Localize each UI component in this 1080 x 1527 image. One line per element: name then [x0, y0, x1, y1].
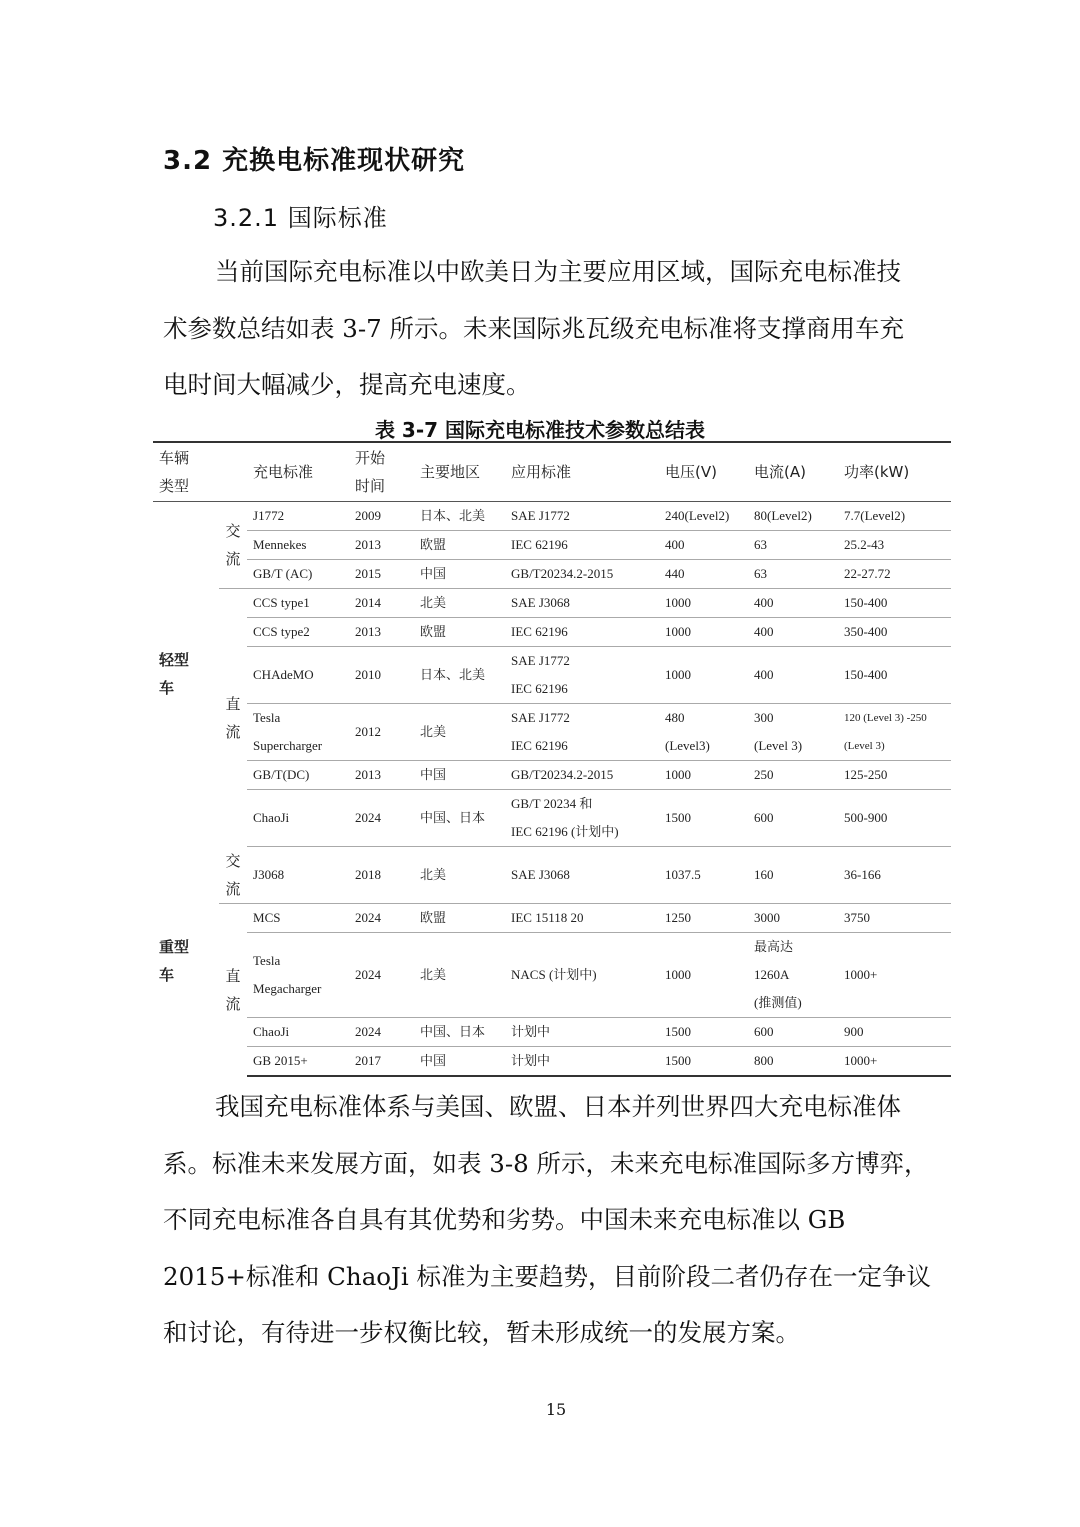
header-start-time: 开始 时间 — [349, 442, 414, 502]
charging-standards-table — [153, 441, 951, 1077]
cell-voltage: 1500 — [659, 1017, 748, 1046]
cell-voltage: 440 — [659, 560, 748, 589]
cell-app-standard: SAE J1772 — [505, 502, 659, 531]
table-row — [153, 761, 951, 790]
cell-year: 2024 — [349, 790, 414, 847]
cell-voltage: 1000 — [659, 761, 748, 790]
paragraph-outlook — [163, 1079, 931, 1362]
table-row — [153, 1017, 951, 1046]
cell-current: 63 — [748, 531, 838, 560]
cell-current: 最高达 1260A (推测值) — [748, 932, 838, 1017]
cell-voltage: 400 — [659, 531, 748, 560]
cell-power: 3750 — [838, 903, 951, 932]
paragraph-line: 系。标准未来发展方面，如表 3-8 所示，未来充电标准国际多方博弈， — [163, 1148, 929, 1178]
cell-region: 中国 — [414, 761, 505, 790]
subcategory-dc: 直 流 — [225, 694, 241, 741]
section-heading — [163, 140, 465, 177]
cell-standard: J3068 — [247, 847, 349, 904]
cell-voltage: 1500 — [659, 790, 748, 847]
cell-power: 1000+ — [838, 1046, 951, 1076]
cell-current: 400 — [748, 618, 838, 647]
cell-app-standard: NACS (计划中) — [505, 932, 659, 1017]
cell-year: 2024 — [349, 903, 414, 932]
cell-app-standard: SAE J3068 — [505, 589, 659, 618]
section-number: 3.2 — [163, 146, 213, 176]
table-row — [153, 932, 951, 1017]
subsection-number: 3.2.1 — [213, 204, 280, 232]
cell-current: 400 — [748, 589, 838, 618]
cell-standard: ChaoJi — [247, 790, 349, 847]
header-vehicle-type: 车辆 类型 — [153, 442, 247, 502]
cell-year: 2017 — [349, 1046, 414, 1076]
cell-region: 欧盟 — [414, 531, 505, 560]
cell-standard: CHAdeMO — [247, 647, 349, 704]
cell-region: 中国 — [414, 560, 505, 589]
cell-power: 150-400 — [838, 589, 951, 618]
table-row — [153, 704, 951, 761]
cell-current: 600 — [748, 1017, 838, 1046]
cell-app-standard: IEC 62196 — [505, 618, 659, 647]
paragraph-line: 我国充电标准体系与美国、欧盟、日本并列世界四大充电标准体 — [215, 1092, 901, 1121]
cell-current: 3000 — [748, 903, 838, 932]
cell-region: 中国 — [414, 1046, 505, 1076]
cell-app-standard: GB/T20234.2-2015 — [505, 560, 659, 589]
cell-standard: MCS — [247, 903, 349, 932]
cell-year: 2012 — [349, 704, 414, 761]
cell-year: 2013 — [349, 761, 414, 790]
cell-year: 2024 — [349, 1017, 414, 1046]
cell-current: 300 (Level 3) — [748, 704, 838, 761]
subcategory-ac: 交 流 — [219, 847, 247, 904]
header-voltage: 电压(V) — [659, 442, 748, 502]
subcategory-dc: 直 流 — [225, 966, 241, 1013]
cell-region: 北美 — [414, 704, 505, 761]
paragraph-line: 电时间大幅减少，提高充电速度。 — [163, 370, 531, 399]
cell-year: 2024 — [349, 932, 414, 1017]
table-row — [153, 1046, 951, 1076]
cell-current: 80(Level2) — [748, 502, 838, 531]
cell-voltage: 1037.5 — [659, 847, 748, 904]
cell-voltage: 1000 — [659, 647, 748, 704]
cell-standard: GB/T (AC) — [247, 560, 349, 589]
cell-power: 120 (Level 3) -250 (Level 3) — [838, 704, 951, 761]
cell-region: 欧盟 — [414, 903, 505, 932]
cell-voltage: 480 (Level3) — [659, 704, 748, 761]
cell-app-standard: GB/T 20234 和 IEC 62196 (计划中) — [505, 790, 659, 847]
cell-year: 2018 — [349, 847, 414, 904]
table-header-row — [153, 442, 951, 502]
cell-region: 中国、日本 — [414, 790, 505, 847]
cell-year: 2009 — [349, 502, 414, 531]
cell-current: 63 — [748, 560, 838, 589]
cell-voltage: 1500 — [659, 1046, 748, 1076]
cell-standard: Tesla Megacharger — [247, 932, 349, 1017]
cell-standard: GB/T(DC) — [247, 761, 349, 790]
category-heavy-vehicle: 重型 车 — [159, 938, 190, 984]
cell-region: 日本、北美 — [414, 502, 505, 531]
cell-voltage: 1000 — [659, 618, 748, 647]
cell-app-standard: 计划中 — [505, 1017, 659, 1046]
cell-app-standard: IEC 62196 — [505, 531, 659, 560]
table-row — [153, 847, 951, 904]
subsection-heading — [213, 198, 388, 233]
cell-year: 2015 — [349, 560, 414, 589]
cell-power: 1000+ — [838, 932, 951, 1017]
cell-app-standard: IEC 15118 20 — [505, 903, 659, 932]
table-row — [153, 531, 951, 560]
cell-year: 2010 — [349, 647, 414, 704]
cell-current: 250 — [748, 761, 838, 790]
subsection-title: 国际标准 — [287, 204, 388, 232]
cell-power: 350-400 — [838, 618, 951, 647]
paragraph-line: 2015+标准和 ChaoJi 标准为主要趋势，目前阶段二者仍存在一定争议 — [163, 1261, 931, 1291]
cell-power: 150-400 — [838, 647, 951, 704]
paragraph-line: 和讨论，有待进一步权衡比较，暂未形成统一的发展方案。 — [163, 1318, 800, 1347]
cell-voltage: 240(Level2) — [659, 502, 748, 531]
cell-region: 日本、北美 — [414, 647, 505, 704]
header-app-standard: 应用标准 — [505, 442, 659, 502]
cell-app-standard: 计划中 — [505, 1046, 659, 1076]
table-row — [153, 589, 951, 618]
cell-current: 400 — [748, 647, 838, 704]
cell-power: 25.2-43 — [838, 531, 951, 560]
table-row — [153, 647, 951, 704]
paragraph-intro — [163, 244, 923, 414]
table-caption: 表 3-7 国际充电标准技术参数总结表 — [374, 418, 706, 442]
paragraph-line: 术参数总结如表 3-7 所示。未来国际兆瓦级充电标准将支撑商用车充 — [163, 313, 905, 343]
table-row — [153, 618, 951, 647]
cell-power: 36-166 — [838, 847, 951, 904]
cell-year: 2013 — [349, 618, 414, 647]
cell-standard: J1772 — [247, 502, 349, 531]
cell-region: 北美 — [414, 847, 505, 904]
cell-region: 北美 — [414, 589, 505, 618]
cell-standard: GB 2015+ — [247, 1046, 349, 1076]
paragraph-line: 当前国际充电标准以中欧美日为主要应用区域，国际充电标准技 — [215, 257, 901, 286]
cell-power: 900 — [838, 1017, 951, 1046]
cell-standard: CCS type1 — [247, 589, 349, 618]
cell-app-standard: SAE J1772 IEC 62196 — [505, 647, 659, 704]
cell-power: 500-900 — [838, 790, 951, 847]
cell-standard: ChaoJi — [247, 1017, 349, 1046]
table-row — [153, 560, 951, 589]
subcategory-ac: 交 流 — [219, 502, 247, 589]
table-row — [153, 790, 951, 847]
header-current: 电流(A) — [748, 442, 838, 502]
cell-current: 800 — [748, 1046, 838, 1076]
table-row — [153, 903, 951, 932]
section-title: 充换电标准现状研究 — [222, 146, 466, 176]
category-light-vehicle: 轻型 车 — [159, 651, 190, 698]
cell-region: 北美 — [414, 932, 505, 1017]
paragraph-line: 不同充电标准各自具有其优势和劣势。中国未来充电标准以 GB — [163, 1205, 846, 1234]
cell-power: 7.7(Level2) — [838, 502, 951, 531]
cell-current: 160 — [748, 847, 838, 904]
cell-voltage: 1250 — [659, 903, 748, 932]
cell-power: 22-27.72 — [838, 560, 951, 589]
page-number: 15 — [545, 1400, 567, 1419]
cell-app-standard: SAE J3068 — [505, 847, 659, 904]
cell-year: 2013 — [349, 531, 414, 560]
cell-power: 125-250 — [838, 761, 951, 790]
header-region: 主要地区 — [414, 442, 505, 502]
cell-standard: Tesla Supercharger — [247, 704, 349, 761]
header-power: 功率(kW) — [838, 442, 951, 502]
cell-standard: CCS type2 — [247, 618, 349, 647]
header-standard: 充电标准 — [247, 442, 349, 502]
cell-region: 欧盟 — [414, 618, 505, 647]
cell-voltage: 1000 — [659, 932, 748, 1017]
cell-app-standard: SAE J1772 IEC 62196 — [505, 704, 659, 761]
cell-voltage: 1000 — [659, 589, 748, 618]
table-row — [153, 502, 951, 531]
cell-standard: Mennekes — [247, 531, 349, 560]
cell-year: 2014 — [349, 589, 414, 618]
cell-current: 600 — [748, 790, 838, 847]
cell-app-standard: GB/T20234.2-2015 — [505, 761, 659, 790]
cell-region: 中国、日本 — [414, 1017, 505, 1046]
